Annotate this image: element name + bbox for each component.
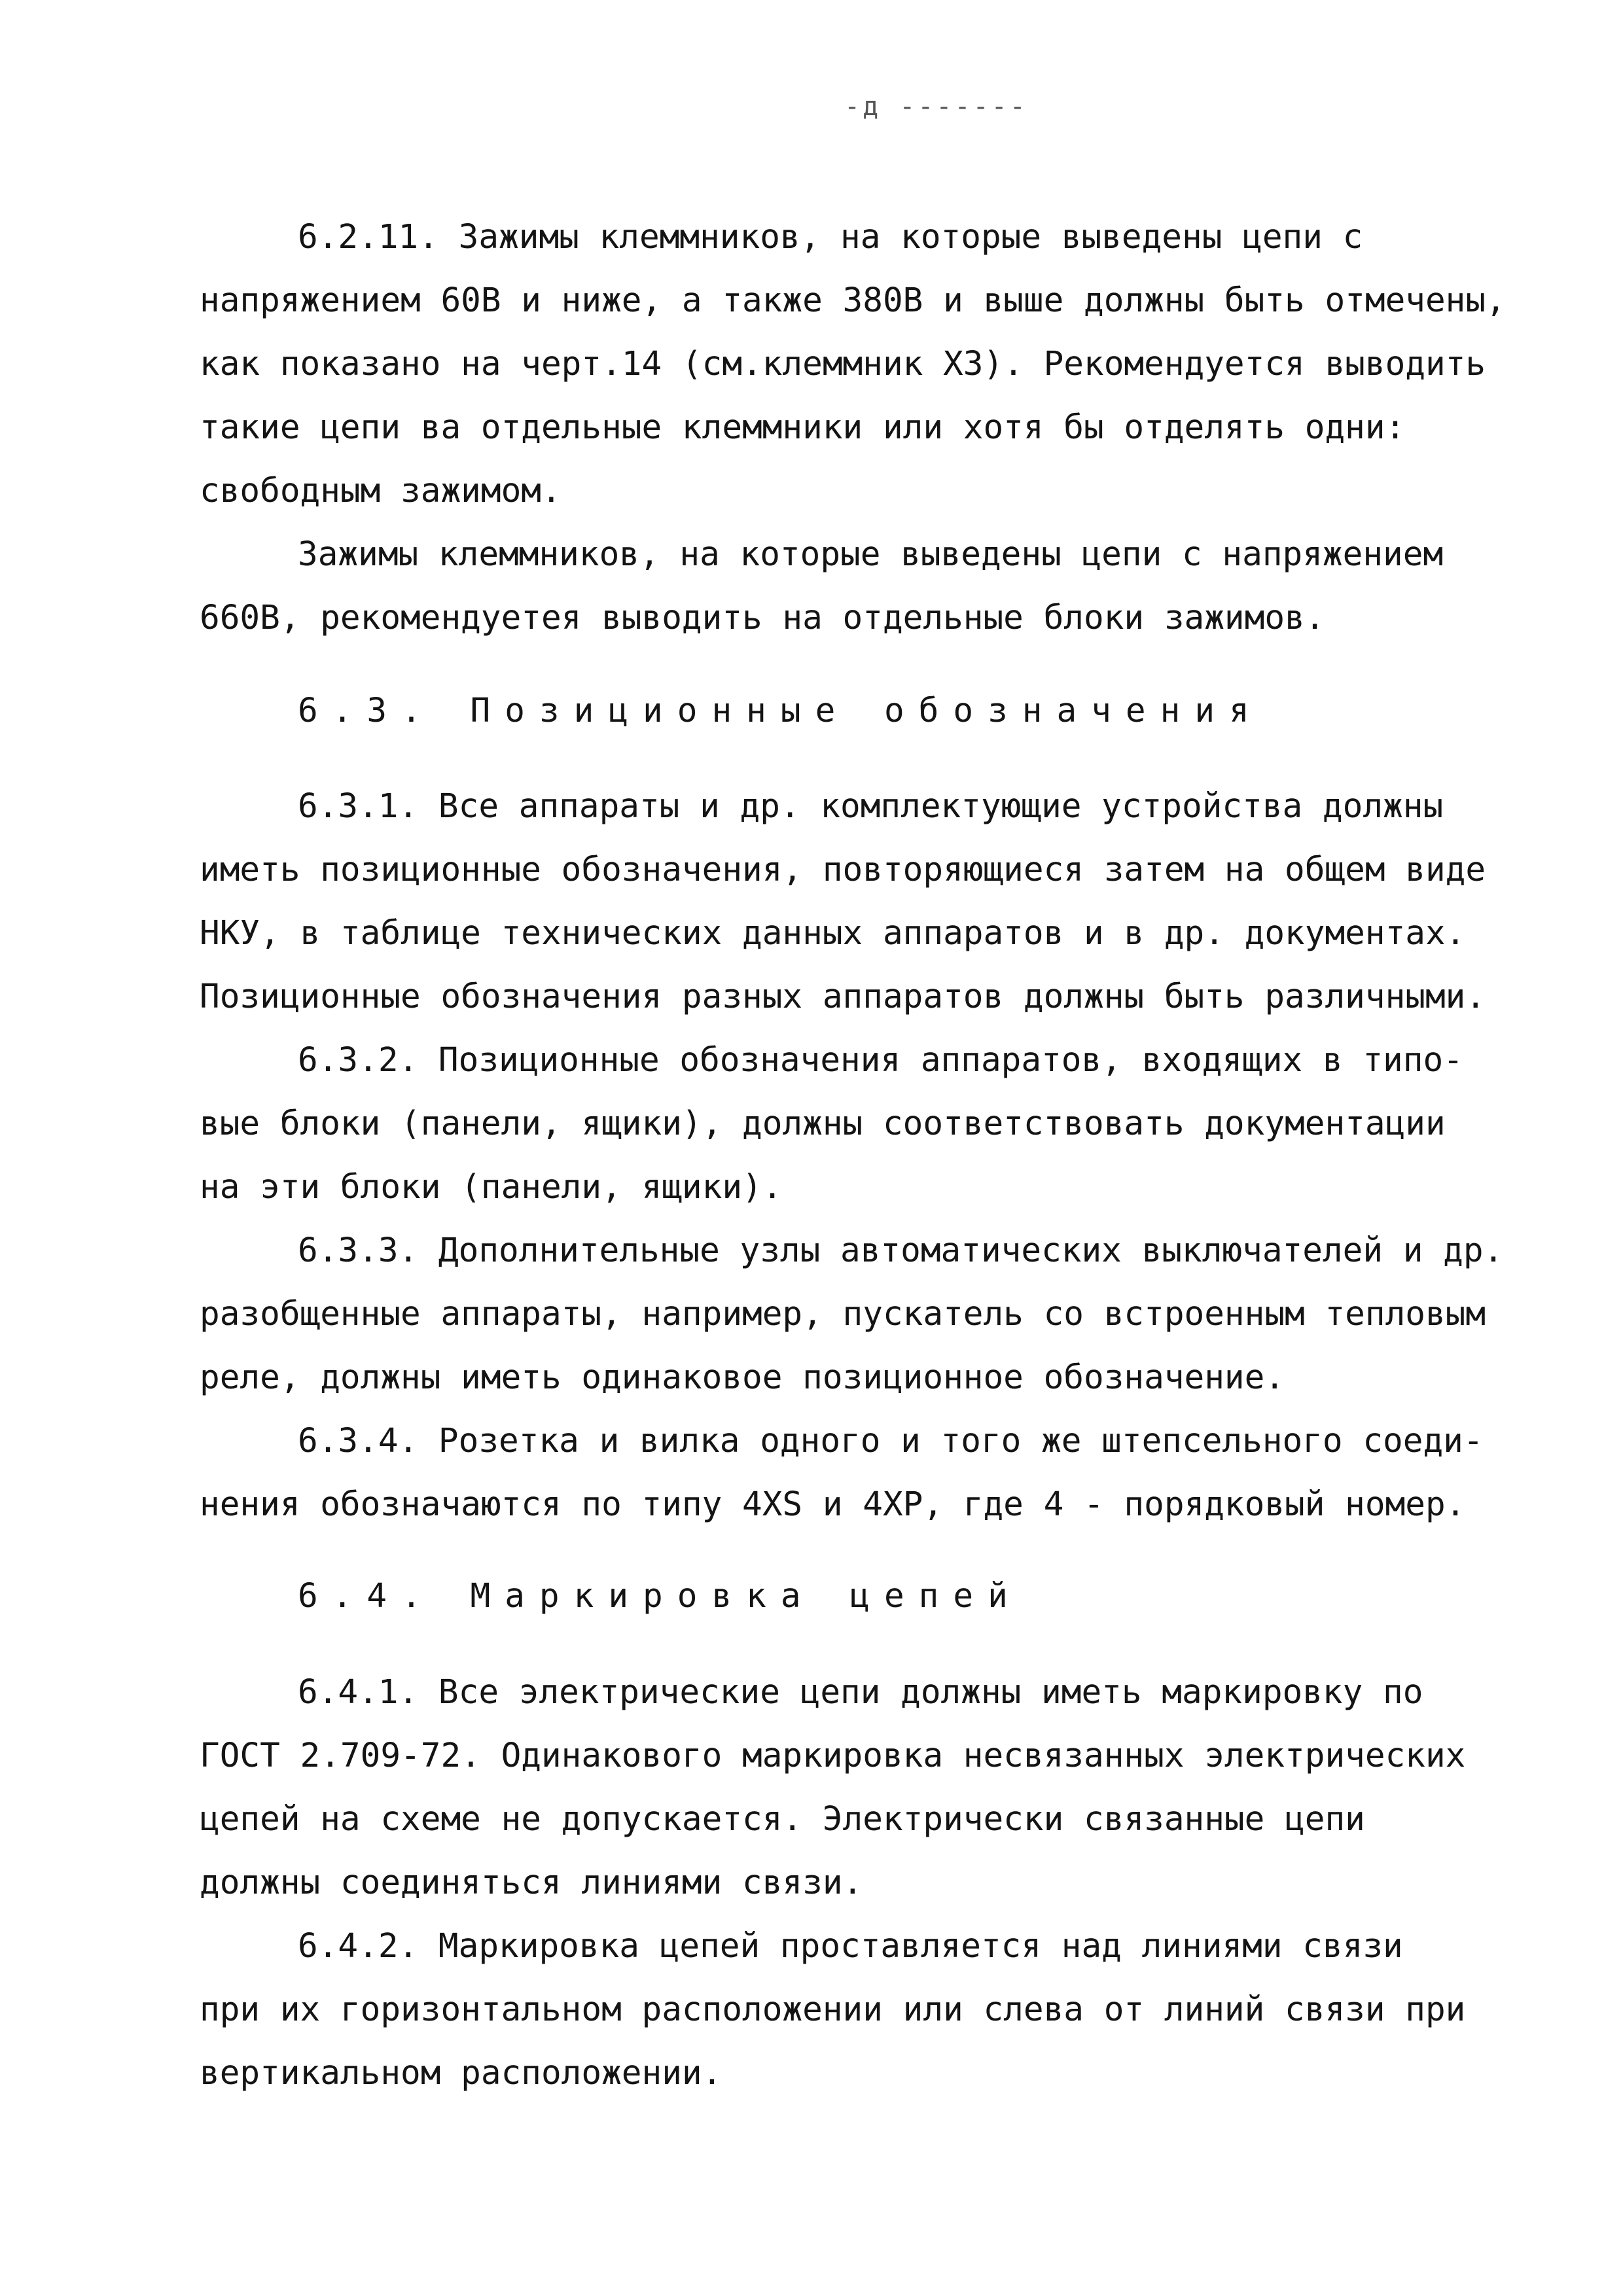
- paragraph-6-2-11-line-4: такие цепи ва отдельные клеммники или хотя бы отделять одни:: [200, 408, 1406, 447]
- paragraph-6-2-11-line-5: свободным зажимом.: [200, 472, 562, 510]
- paragraph-6-4-2-line-3: вертикальном расположении.: [200, 2054, 722, 2093]
- paragraph-6-4-1-line-1: 6.4.1. Все электрические цепи должны иметь маркировку по: [298, 1673, 1423, 1712]
- section-heading-6-4: 6.4. Маркировка цепей: [298, 1577, 1022, 1616]
- paragraph-6-2-11-line-2: напряжением 60В и ниже, а также 380В и выше должны быть отмечены,: [200, 281, 1506, 320]
- paragraph-6-3-1-line-3: НКУ, в таблице технических данных аппаратов и в др. документах.: [200, 914, 1466, 953]
- paragraph-6-4-1-line-4: должны соединяться линиями связи.: [200, 1863, 863, 1902]
- paragraph-6-3-3-line-3: реле, должны иметь одинаковое позиционное обозначение.: [200, 1358, 1285, 1397]
- paragraph-6-4-2-line-2: при их горизонтальном расположении или слева от линий связи при: [200, 1990, 1466, 2029]
- paragraph-6-2-11b-line-1: Зажимы клеммников, на которые выведены цепи с напряжением: [298, 535, 1444, 574]
- paragraph-6-3-4-line-2: нения обозначаются по типу 4XS и 4ХР, где 4 - порядковый номер.: [200, 1485, 1466, 1524]
- paragraph-6-4-1-line-2: ГОСТ 2.709-72. Одинакового маркировка несвязанных электрических: [200, 1737, 1466, 1775]
- paragraph-6-4-2-line-1: 6.4.2. Маркировка цепей проставляется над линиями связи: [298, 1927, 1403, 1966]
- paragraph-6-3-2-line-1: 6.3.2. Позиционные обозначения аппаратов, входящих в типо-: [298, 1041, 1463, 1080]
- paragraph-6-3-3-line-1: 6.3.3. Дополнительные узлы автоматических выключателей и др.: [298, 1231, 1504, 1270]
- paragraph-6-3-4-line-1: 6.3.4. Розетка и вилка одного и того же штепсельного соеди-: [298, 1422, 1484, 1460]
- paragraph-6-2-11-line-1: 6.2.11. Зажимы клеммников, на которые выведены цепи с: [298, 218, 1363, 256]
- paragraph-6-3-2-line-3: на эти блоки (панели, ящики).: [200, 1168, 783, 1207]
- paragraph-6-3-2-line-2: вые блоки (панели, ящики), должны соответствовать документации: [200, 1104, 1446, 1143]
- section-heading-6-3: 6.3. Позиционные обозначения: [298, 692, 1264, 730]
- paragraph-6-3-3-line-2: разобщенные аппараты, например, пускатель со встроенным тепловым: [200, 1295, 1486, 1333]
- page-header-mark: -д -------: [844, 92, 1028, 122]
- paragraph-6-3-1-line-2: иметь позиционные обозначения, повторяющиеся затем на общем виде: [200, 851, 1486, 889]
- paragraph-6-3-1-line-1: 6.3.1. Все аппараты и др. комплектующие устройства должны: [298, 787, 1444, 826]
- paragraph-6-3-1-line-4: Позиционные обозначения разных аппаратов должны быть различными.: [200, 978, 1486, 1016]
- paragraph-6-2-11b-line-2: 660В, рекомендуетея выводить на отдельные блоки зажимов.: [200, 599, 1325, 637]
- paragraph-6-4-1-line-3: цепей на схеме не допускается. Электрически связанные цепи: [200, 1800, 1365, 1839]
- paragraph-6-2-11-line-3: как показано на черт.14 (см.клеммник ХЗ). Рекомендуется выводить: [200, 345, 1486, 383]
